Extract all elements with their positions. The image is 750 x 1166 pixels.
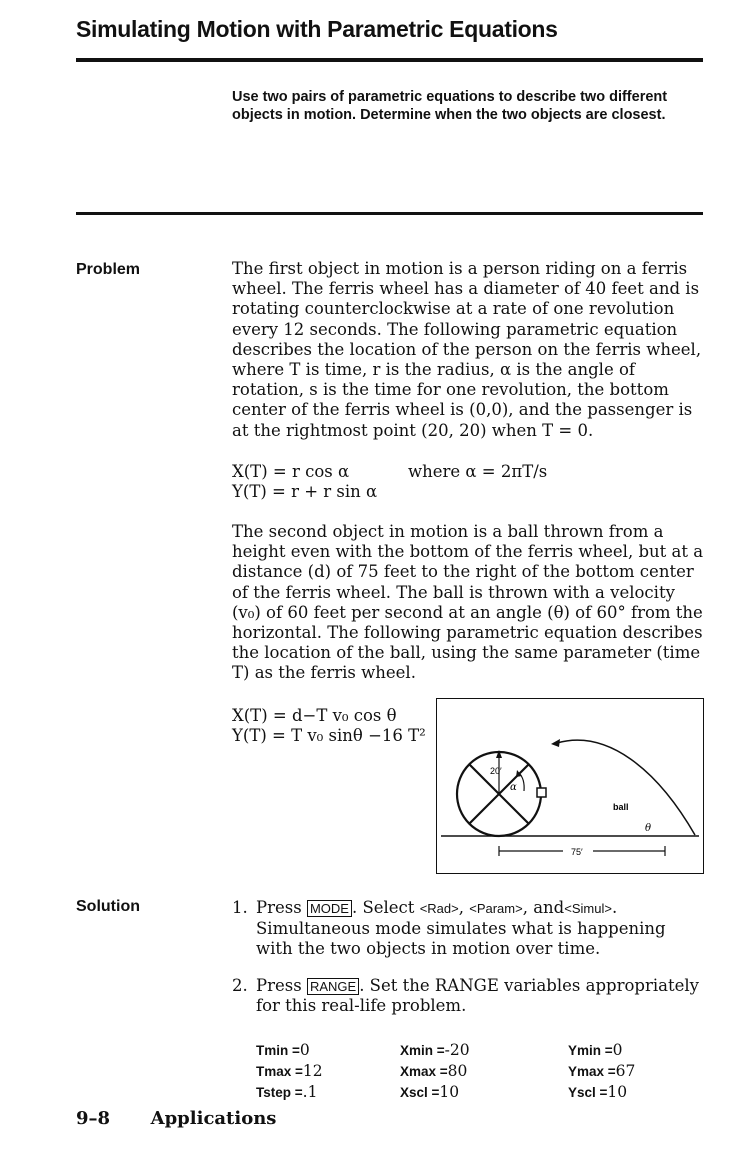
- range-column-x: [400, 1040, 470, 1103]
- range-row-tmax: Tmax =12: [256, 1062, 323, 1080]
- range-column-y: [568, 1040, 635, 1103]
- range-row-ymin: Ymin =0: [568, 1041, 623, 1059]
- solution-label: Solution: [76, 898, 140, 915]
- range-row-yscl: Yscl =10: [568, 1083, 628, 1101]
- section-name: Applications: [150, 1108, 277, 1129]
- ferris-wheel-diagram: [436, 698, 704, 874]
- equation-ball-y: Y(T) = T v₀ sinθ −16 T²: [232, 726, 426, 745]
- step-number: 1.: [232, 898, 248, 917]
- solution-step-2: [232, 976, 704, 1016]
- title-divider: [76, 58, 703, 62]
- range-row-tmin: Tmin =0: [256, 1041, 310, 1059]
- option-rad: <Rad>: [419, 901, 459, 916]
- distance-label: 75′: [571, 847, 583, 857]
- step-text: . Simultaneous mode simulates what is happening with the two objects in motion over time.: [256, 898, 666, 958]
- step-number: 2.: [232, 976, 248, 995]
- range-key: RANGE: [307, 978, 359, 995]
- step-text: . Select: [351, 898, 415, 917]
- range-row-ymax: Ymax =67: [568, 1062, 636, 1080]
- step-text: . Set the RANGE variables appropriately for this real-life problem.: [256, 976, 699, 1015]
- range-row-tstep: Tstep =.1: [256, 1083, 318, 1101]
- range-row-xmin: Xmin =-20: [400, 1041, 470, 1059]
- step-text: Press: [256, 976, 302, 995]
- alpha-label: α: [510, 782, 517, 793]
- option-param: <Param>: [469, 901, 523, 916]
- equation-alpha-definition: where α = 2πT/s: [408, 462, 548, 481]
- problem-paragraph-2: The second object in motion is a ball thrown from a height even with the bottom of the ferris wheel, but at a distance (d) of 75 feet to the right of the bottom center of the ferris wheel. The ball is thrown with a velocity (v₀) of 60 feet per second at an angle (θ) of 60° from the horizontal. The following parametric equation describes the location of the ball, using the same parameter (time T) as the ferris wheel.: [232, 522, 704, 683]
- theta-label: θ: [645, 823, 652, 834]
- problem-label: Problem: [76, 261, 141, 278]
- range-column-t: [256, 1040, 323, 1103]
- ball-label: ball: [613, 802, 629, 812]
- passenger-box: [537, 788, 546, 797]
- page-footer: [76, 1108, 276, 1129]
- mode-key: MODE: [307, 900, 352, 917]
- page-number: 9–8: [76, 1108, 111, 1129]
- radius-label: 20′: [490, 766, 502, 776]
- problem-paragraph-1: The first object in motion is a person riding on a ferris wheel. The ferris wheel has a diameter of 40 feet and is rotating counterclockwise at a rate of one revolution every 12 seconds. The following parametric equation describes the location of the person on the ferris wheel, where T is time, r is the radius, α is the angle of rotation, s is the time for one revolution, the bottom center of the ferris wheel is (0,0), and the passenger is at the rightmost point (20, 20) when T = 0.: [232, 259, 702, 440]
- range-row-xscl: Xscl =10: [400, 1083, 460, 1101]
- range-row-xmax: Xmax =80: [400, 1062, 468, 1080]
- equation-ferris-y: Y(T) = r + r sin α: [232, 482, 378, 501]
- solution-step-1: 1. Press MODE . Select <Rad>, <Param>, and<Simul>. Simultaneous mode simulates what is happening with the two objects in motion over time.: [232, 898, 666, 958]
- ball-trajectory: [557, 740, 695, 835]
- trajectory-arrowhead: [551, 739, 560, 747]
- step-text: , and: [522, 898, 565, 917]
- option-simul: <Simul>: [564, 901, 612, 916]
- intro-text: Use two pairs of parametric equations to describe two different objects in motion. Determine when the two objects are closest.: [232, 89, 668, 123]
- equation-ferris-x: X(T) = r cos α: [232, 462, 350, 481]
- equation-ball-x: X(T) = d−T v₀ cos θ: [232, 706, 397, 725]
- page-title: Simulating Motion with Parametric Equations: [76, 16, 558, 42]
- step-text: Press: [256, 898, 302, 917]
- section-divider: [76, 212, 703, 215]
